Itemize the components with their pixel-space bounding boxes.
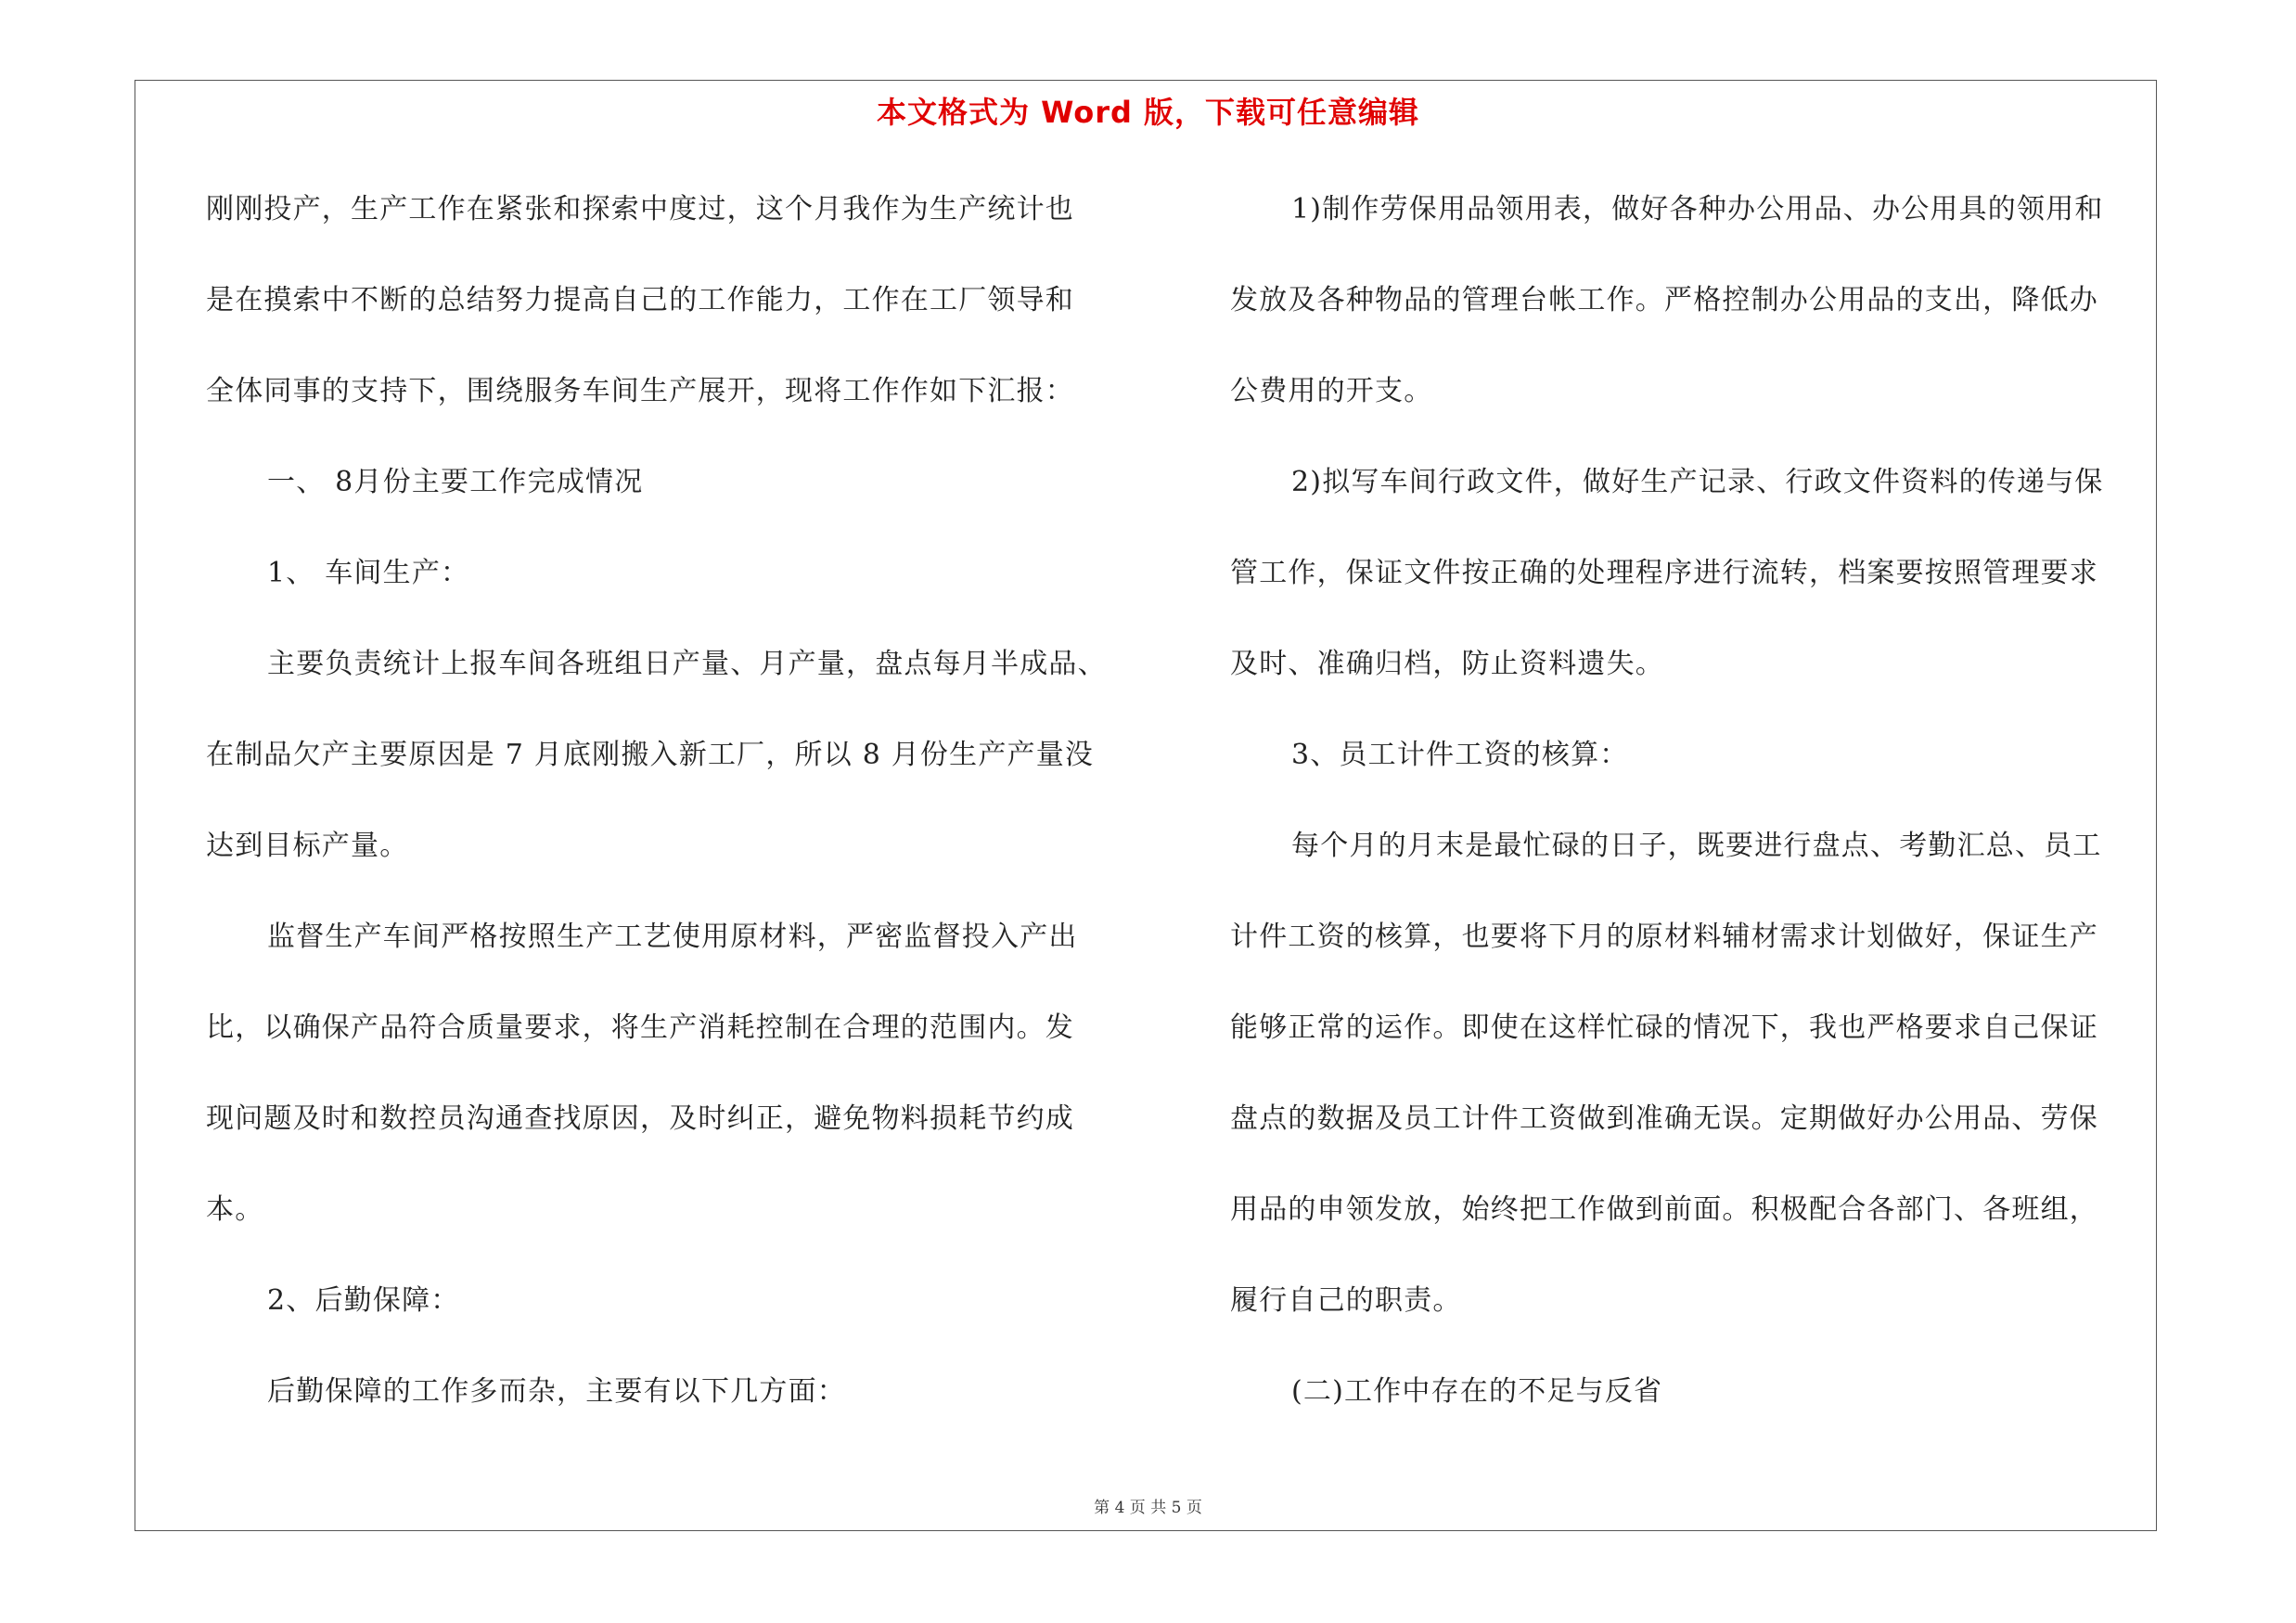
text-line: 管工作，保证文件按正确的处理程序进行流转，档案要按照管理要求	[1230, 557, 2098, 589]
subsection-heading: 1、 车间生产：	[267, 557, 470, 589]
text-line: 主要负责统计上报车间各班组日产量、月产量，盘点每月半成品、	[267, 648, 1107, 680]
right-text-column	[1230, 182, 2148, 1455]
text-line: 计件工资的核算，也要将下月的原材料辅材需求计划做好，保证生产	[1230, 921, 2098, 953]
text-line: 后勤保障的工作多而杂，主要有以下几方面：	[267, 1375, 846, 1408]
text-line: 比，以确保产品符合质量要求，将生产消耗控制在合理的范围内。发	[206, 1011, 1074, 1044]
text-line: 在制品欠产主要原因是 7 月底刚搬入新工厂，所以 8 月份生产产量没	[206, 739, 1095, 771]
text-line: 现问题及时和数控员沟通查找原因，及时纠正，避免物料损耗节约成	[206, 1102, 1074, 1135]
text-line: 全体同事的支持下，围绕服务车间生产展开，现将工作作如下汇报：	[206, 375, 1074, 407]
text-line: 履行自己的职责。	[1230, 1284, 1462, 1317]
text-line: 1)制作劳保用品领用表，做好各种办公用品、办公用具的领用和	[1291, 193, 2104, 225]
text-line: 公费用的开支。	[1230, 375, 1433, 407]
text-line: 用品的申领发放，始终把工作做到前面。积极配合各部门、各班组，	[1230, 1193, 2098, 1226]
subsection-heading: 3、员工计件工资的核算：	[1291, 739, 1629, 771]
page-number-footer: 第 4 页 共 5 页	[1094, 1499, 1202, 1517]
text-line: 发放及各种物品的管理台帐工作。严格控制办公用品的支出，降低办	[1230, 284, 2098, 316]
text-line: 是在摸索中不断的总结努力提高自己的工作能力，工作在工厂领导和	[206, 284, 1074, 316]
section-heading: (二)工作中存在的不足与反省	[1291, 1375, 1663, 1408]
left-text-column	[206, 182, 1124, 1455]
text-line: 2)拟写车间行政文件，做好生产记录、行政文件资料的传递与保	[1291, 466, 2104, 498]
text-line: 盘点的数据及员工计件工资做到准确无误。定期做好办公用品、劳保	[1230, 1102, 2098, 1135]
text-line: 监督生产车间严格按照生产工艺使用原材料，严密监督投入产出	[267, 921, 1078, 953]
subsection-heading: 2、后勤保障：	[267, 1284, 460, 1317]
format-notice-banner: 本文格式为 Word 版，下载可任意编辑	[876, 95, 1420, 130]
text-line: 达到目标产量。	[206, 830, 409, 862]
text-line: 刚刚投产，生产工作在紧张和探索中度过，这个月我作为生产统计也	[206, 193, 1074, 225]
text-line: 每个月的月末是最忙碌的日子，既要进行盘点、考勤汇总、员工	[1291, 830, 2102, 862]
section-heading: 一、 8月份主要工作完成情况	[267, 466, 644, 498]
text-line: 及时、准确归档，防止资料遗失。	[1230, 648, 1664, 680]
text-line: 本。	[206, 1193, 264, 1226]
text-line: 能够正常的运作。即使在这样忙碌的情况下，我也严格要求自己保证	[1230, 1011, 2098, 1044]
